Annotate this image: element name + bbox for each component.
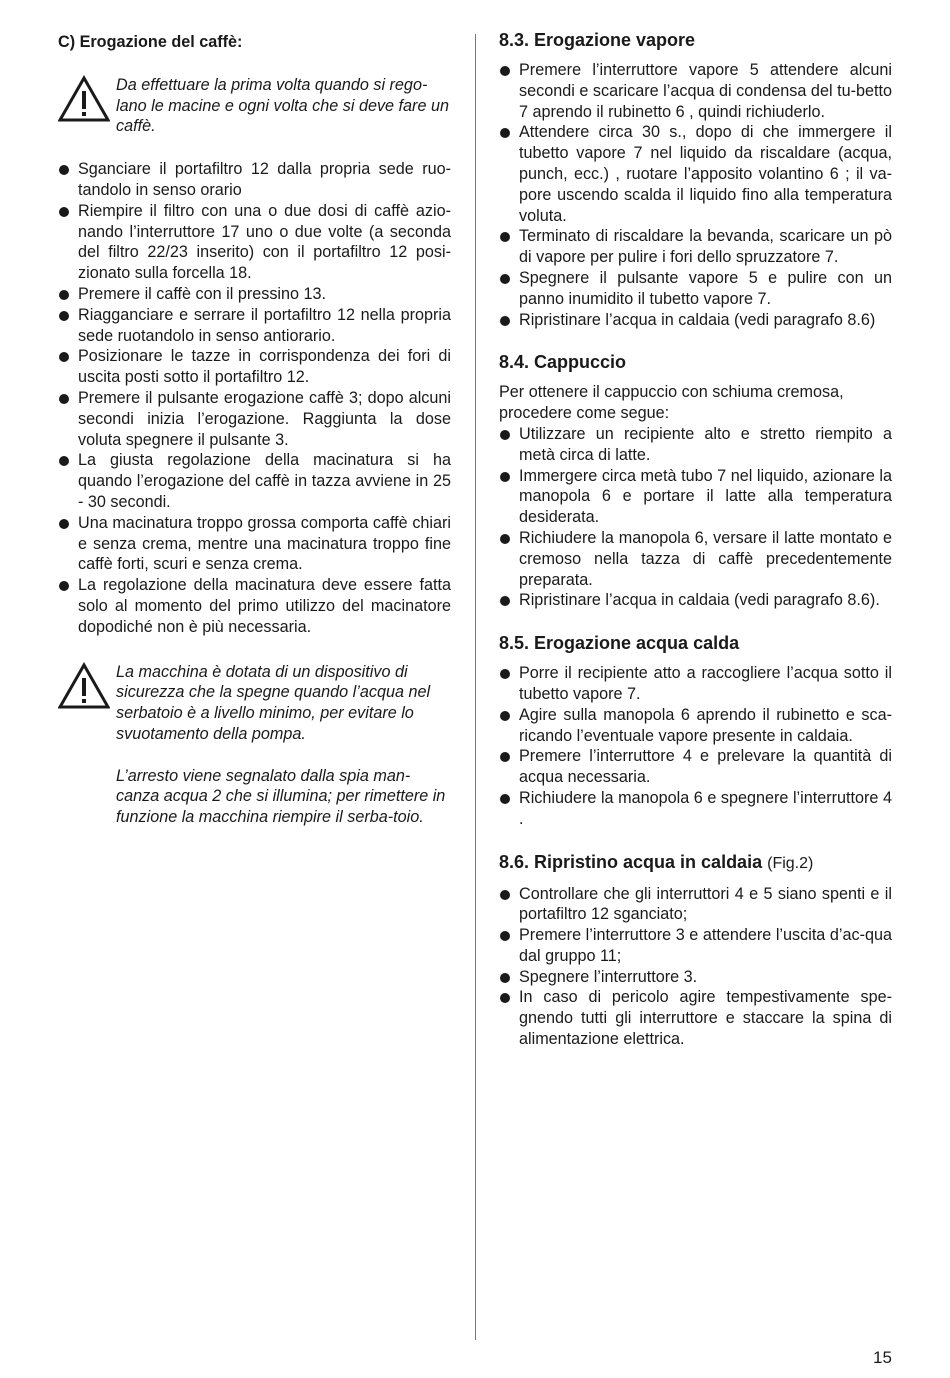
bullet-icon bbox=[500, 752, 510, 762]
bullet-icon bbox=[500, 472, 510, 482]
warning-text: Da effettuare la prima volta quando si rego-lano le macine e ogni volta che si deve fare un caffè. bbox=[116, 75, 449, 136]
bullet-icon bbox=[500, 316, 510, 326]
bullet-icon bbox=[500, 430, 510, 440]
column-divider bbox=[475, 34, 476, 1340]
bullet-icon bbox=[500, 232, 510, 242]
list-item-text: La regolazione della macinatura deve essere fatta solo al momento del primo utilizzo del macinatore dopodiché non è più necessaria. bbox=[78, 576, 451, 636]
list-item-text: Richiudere la manopola 6 e spegnere l’interruttore 4 . bbox=[519, 788, 892, 828]
bullet-list bbox=[499, 884, 892, 1050]
section-8-6 bbox=[499, 850, 892, 1050]
list-item bbox=[499, 122, 892, 226]
list-item-text: Attendere circa 30 s., dopo di che immergere il tubetto vapore 7 nel liquido da riscaldare (acqua, punch, ecc.) , ruotare l’apposito volantino 6 ; il va-pore uscendo scalda il liquido fino alla temperatura voluta. bbox=[519, 123, 892, 225]
list-item-text: Spegnere il pulsante vapore 5 e pulire con un panno inumidito il tubetto vapore 7. bbox=[519, 268, 892, 308]
list-item-text: Sganciare il portafiltro 12 dalla propria sede ruo-tandolo in senso orario bbox=[78, 160, 451, 199]
bullet-icon bbox=[500, 66, 510, 76]
list-item-text: Premere l’interruttore 4 e prelevare la quantità di acqua necessaria. bbox=[519, 747, 892, 787]
bullet-icon bbox=[59, 581, 69, 591]
list-item-text: Posizionare le tazze in corrispondenza dei fori di uscita posti sotto il portafiltro 12. bbox=[78, 347, 451, 387]
list-item-text: Riempire il filtro con una o due dosi di caffè azio-nando l’interruttore 17 uno o due volte (a seconda del filtro 22/23 inserito) con il portafiltro 12 posi-zionato sulla forcella 18. bbox=[78, 201, 451, 283]
list-item bbox=[499, 466, 892, 528]
list-item-text: Ripristinare l’acqua in caldaia (vedi paragrafo 8.6) bbox=[519, 310, 876, 329]
list-item-text: In caso di pericolo agire tempestivamente spe-gnendo tutti gli interruttore e staccare la spina di alimentazione elettrica. bbox=[519, 988, 892, 1049]
bullet-icon bbox=[500, 669, 510, 679]
list-item bbox=[499, 925, 892, 967]
list-item-text: Porre il recipiente atto a raccogliere l’acqua sotto il tubetto vapore 7. bbox=[519, 664, 892, 703]
list-item bbox=[58, 450, 451, 512]
list-item bbox=[499, 663, 892, 705]
bullet-list bbox=[499, 663, 892, 829]
list-item bbox=[499, 788, 892, 830]
list-item-text: Terminato di riscaldare la bevanda, scaricare un pò di vapore per pulire i fori dello spruzzatore 7. bbox=[519, 227, 892, 267]
bullet-icon bbox=[500, 890, 510, 900]
list-item bbox=[58, 575, 451, 637]
bullet-icon bbox=[59, 290, 69, 300]
bullet-icon bbox=[500, 711, 510, 721]
bullet-icon bbox=[59, 456, 69, 466]
list-item bbox=[58, 346, 451, 388]
list-item-text: Riagganciare e serrare il portafiltro 12 nella propria sede ruotandolo in senso antiorario. bbox=[78, 305, 451, 345]
bullet-icon bbox=[500, 973, 510, 983]
list-item-text: Spegnere l’interruttore 3. bbox=[519, 967, 698, 986]
list-item bbox=[499, 705, 892, 747]
bullet-icon bbox=[59, 352, 69, 362]
section-title: 8.4. Cappuccio bbox=[499, 352, 627, 373]
page-number: 15 bbox=[873, 1348, 892, 1367]
section-title: 8.5. Erogazione acqua calda bbox=[499, 633, 740, 654]
list-item-text: Premere il caffè con il pressino 13. bbox=[78, 284, 327, 303]
list-item bbox=[499, 987, 892, 1049]
list-item bbox=[499, 226, 892, 268]
bullet-icon bbox=[500, 993, 510, 1003]
figure-reference: (Fig.2) bbox=[767, 854, 814, 872]
list-item bbox=[58, 159, 451, 201]
list-item bbox=[58, 305, 451, 347]
warning-note-2 bbox=[58, 662, 451, 828]
warning-text: La macchina è dotata di un dispositivo di sicurezza che la spegne quando l’acqua nel serbatoio è a livello minimo, per evitare lo svuotamento della pompa. bbox=[116, 662, 431, 743]
section-intro: Per ottenere il cappuccio con schiuma cremosa, procedere come segue: bbox=[499, 383, 844, 423]
bullet-icon bbox=[59, 519, 69, 529]
bullet-icon bbox=[500, 534, 510, 544]
bullet-list-erogazione bbox=[58, 159, 451, 637]
warning-triangle-icon bbox=[58, 662, 116, 716]
bullet-icon bbox=[500, 794, 510, 804]
right-column bbox=[499, 28, 892, 1070]
list-item-text: Premere l’interruttore vapore 5 attendere alcuni secondi e scaricare l’acqua di condensa del tu-betto 7 aprendo il rubinetto 6 , quindi richiuderlo. bbox=[519, 61, 892, 121]
list-item bbox=[58, 201, 451, 284]
list-item-text: Immergere circa metà tubo 7 nel liquido, azionare la manopola 6 e portare il latte alla temperatura desiderata. bbox=[519, 466, 892, 527]
section-title-text: 8.6. Ripristino acqua in caldaia bbox=[499, 851, 763, 872]
list-item bbox=[58, 284, 451, 305]
list-item bbox=[499, 967, 892, 988]
bullet-list bbox=[499, 424, 892, 611]
list-item-text: Controllare che gli interruttori 4 e 5 siano spenti e il portafiltro 12 sganciato; bbox=[519, 884, 892, 924]
bullet-icon bbox=[500, 128, 510, 138]
bullet-icon bbox=[59, 311, 69, 321]
section-heading-erogazione-caffe: C) Erogazione del caffè: bbox=[58, 33, 243, 51]
bullet-list bbox=[499, 60, 892, 330]
section-8-3 bbox=[499, 28, 892, 330]
list-item bbox=[499, 746, 892, 788]
section-title bbox=[499, 850, 892, 876]
bullet-icon bbox=[59, 394, 69, 404]
bullet-icon bbox=[500, 596, 510, 606]
bullet-icon bbox=[59, 207, 69, 217]
section-title: 8.3. Erogazione vapore bbox=[499, 30, 696, 50]
list-item-text: Premere il pulsante erogazione caffè 3; dopo alcuni secondi inizia l’erogazione. Raggiunta la dose voluta spegnere il pulsante 3. bbox=[78, 388, 451, 449]
list-item bbox=[58, 388, 451, 450]
list-item-text: Premere l’interruttore 3 e attendere l’uscita d’ac-qua dal gruppo 11; bbox=[519, 926, 892, 965]
list-item bbox=[499, 268, 892, 310]
bullet-icon bbox=[500, 274, 510, 284]
list-item bbox=[499, 424, 892, 466]
list-item bbox=[499, 884, 892, 926]
list-item-text: La giusta regolazione della macinatura si ha quando l’erogazione del caffè in tazza avviene in 25 - 30 secondi. bbox=[78, 451, 451, 511]
list-item-text: Richiudere la manopola 6, versare il latte montato e cremoso nella tazza di caffè precedentemente preparata. bbox=[519, 528, 892, 589]
section-8-4 bbox=[499, 350, 892, 611]
list-item-text: Utilizzare un recipiente alto e stretto riempito a metà circa di latte. bbox=[519, 424, 892, 464]
section-8-5 bbox=[499, 631, 892, 829]
list-item-text: Ripristinare l’acqua in caldaia (vedi paragrafo 8.6). bbox=[519, 591, 880, 610]
list-item-text: Una macinatura troppo grossa comporta caffè chiari e senza crema, mentre una macinatura troppo fine caffè forti, scuri e senza crema. bbox=[78, 513, 451, 574]
list-item bbox=[58, 513, 451, 575]
list-item bbox=[499, 60, 892, 122]
left-column bbox=[58, 28, 451, 828]
warning-triangle-icon bbox=[58, 75, 116, 129]
bullet-icon bbox=[500, 931, 510, 941]
bullet-icon bbox=[59, 165, 69, 175]
list-item bbox=[499, 528, 892, 590]
list-item-text: Agire sulla manopola 6 aprendo il rubinetto e sca-ricando l’eventuale vapore presente in caldaia. bbox=[519, 705, 892, 745]
list-item bbox=[499, 310, 892, 331]
warning-text: L’arresto viene segnalato dalla spia man-canza acqua 2 che si illumina; per rimettere in funzione la macchina riempire il serba-toio. bbox=[116, 766, 446, 827]
warning-note-1 bbox=[58, 75, 451, 137]
list-item bbox=[499, 590, 892, 611]
